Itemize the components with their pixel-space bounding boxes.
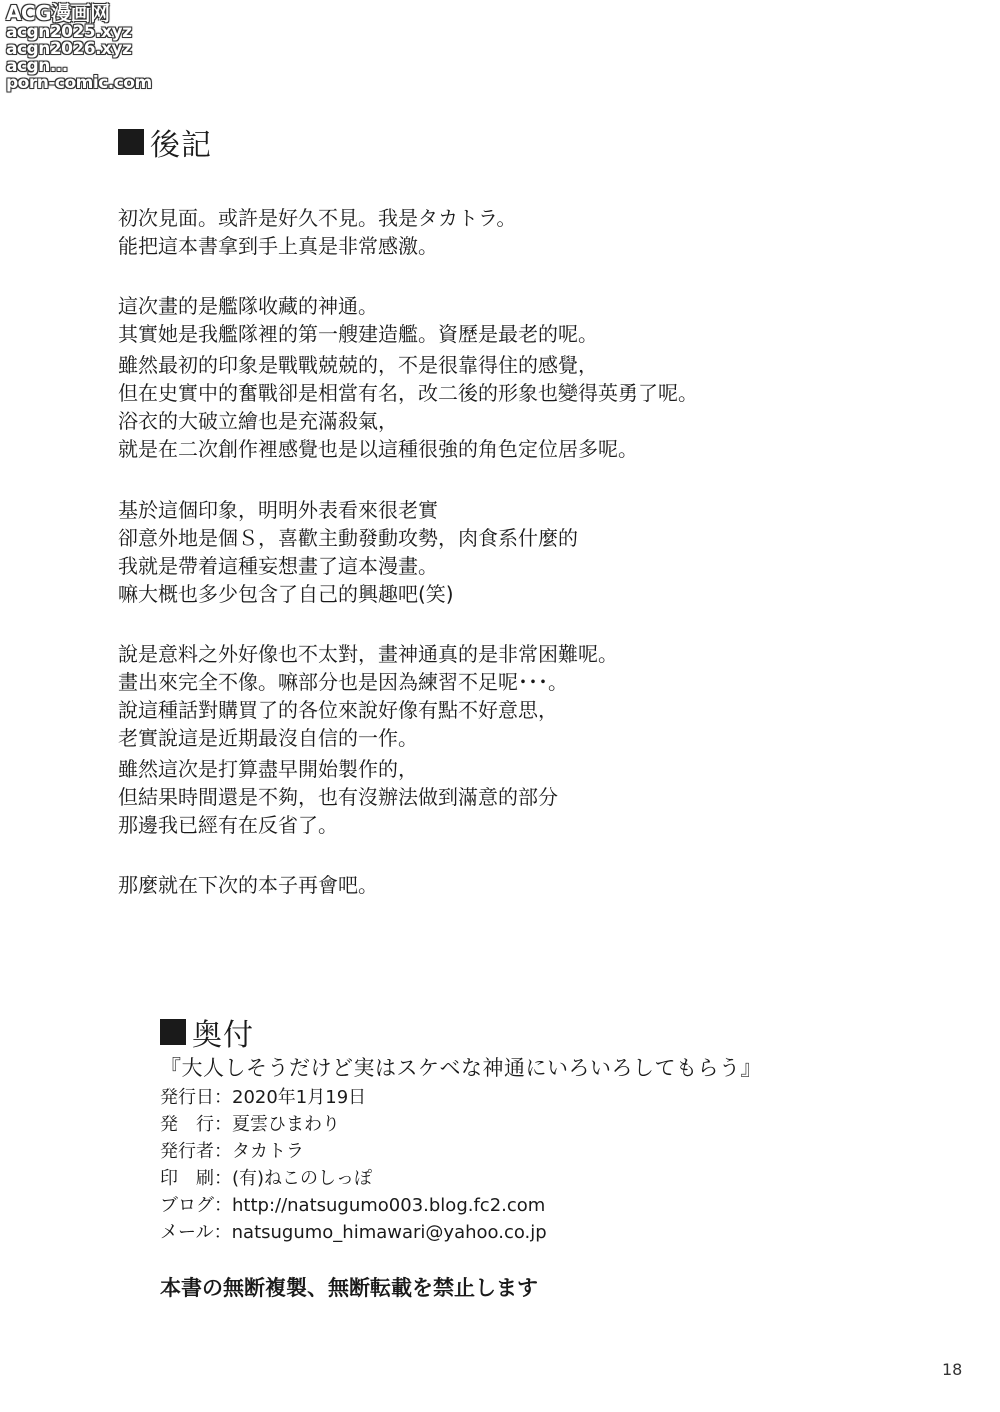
- info-value: タカトラ: [232, 1141, 304, 1162]
- text-line: 浴衣的大破立繪也是充滿殺氣，: [118, 409, 398, 433]
- watermark-line: porn-comic.com: [6, 73, 152, 93]
- paragraph: [118, 204, 938, 260]
- info-value: 夏雲ひまわり: [232, 1114, 340, 1135]
- info-row-email: [160, 1219, 762, 1246]
- text-line: 說是意料之外好像也不太對，畫神通真的是非常困難呢。: [118, 642, 618, 666]
- info-label: 発行者：: [160, 1141, 232, 1162]
- colophon-block: [160, 1052, 762, 1246]
- info-row-printer: [160, 1165, 762, 1192]
- square-bullet-icon: [160, 1019, 186, 1045]
- info-label: 印 刷：: [160, 1168, 232, 1189]
- text-line: 基於這個印象，明明外表看來很老實: [118, 498, 438, 522]
- watermark-line: acgn...: [6, 56, 68, 76]
- info-row-blog: [160, 1192, 762, 1219]
- info-row-publisher: [160, 1111, 762, 1138]
- text-line: 我就是帶着這種妄想畫了這本漫畫。: [118, 554, 438, 578]
- text-line: 那麼就在下次的本子再會吧。: [118, 873, 378, 897]
- colophon-heading: [160, 1010, 254, 1054]
- paragraph: [118, 292, 938, 348]
- watermark-line: acgn2025.xyz: [6, 22, 132, 42]
- info-row-date: [160, 1084, 762, 1111]
- watermark-line: acgn2026.xyz: [6, 39, 132, 59]
- info-label: メール：: [160, 1222, 232, 1243]
- paragraph: [118, 496, 938, 608]
- book-title: 『大人しそうだけど実はスケベな神通にいろいろしてもらう』: [160, 1056, 762, 1080]
- email-link[interactable]: natsugumo_himawari@yahoo.co.jp: [231, 1222, 547, 1243]
- info-value: 2020年1月19日: [232, 1087, 367, 1108]
- info-label: ブログ：: [160, 1195, 232, 1216]
- copyright-notice: 本書の無断複製、無断転載を禁止します: [160, 1276, 538, 1300]
- text-line: 其實她是我艦隊裡的第一艘建造艦。資歷是最老的呢。: [118, 322, 598, 346]
- text-line: 初次見面。或許是好久不見。我是タカトラ。: [118, 206, 517, 230]
- text-line: 但在史實中的奮戰卻是相當有名，改二後的形象也變得英勇了呢。: [118, 381, 698, 405]
- text-line: 就是在二次創作裡感覺也是以這種很強的角色定位居多呢。: [118, 437, 638, 461]
- text-line: 老實說這是近期最沒自信的一作。: [118, 726, 418, 750]
- colophon-heading-text: 奥付: [192, 1018, 254, 1053]
- text-line: 卻意外地是個Ｓ，喜歡主動發動攻勢，肉食系什麼的: [118, 526, 578, 550]
- paragraph: [118, 755, 938, 839]
- info-row-issuer: [160, 1138, 762, 1165]
- text-line: 說這種話對購買了的各位來說好像有點不好意思，: [118, 698, 558, 722]
- text-line: 那邊我已經有在反省了。: [118, 813, 338, 837]
- text-line: 但結果時間還是不夠，也有沒辦法做到滿意的部分: [118, 785, 558, 809]
- afterword-heading: [118, 120, 212, 164]
- info-label: 発 行：: [160, 1114, 232, 1135]
- text-line: 能把這本書拿到手上真是非常感激。: [118, 234, 438, 258]
- afterword-body: [118, 204, 938, 899]
- text-line: 雖然這次是打算盡早開始製作的，: [118, 757, 418, 781]
- paragraph: [118, 640, 938, 752]
- blog-link[interactable]: http://natsugumo003.blog.fc2.com: [232, 1195, 546, 1216]
- text-line: 嘛大概也多少包含了自己的興趣吧(笑): [118, 582, 454, 606]
- watermark-line: ACG漫画网: [6, 1, 110, 25]
- square-bullet-icon: [118, 129, 144, 155]
- info-value: (有)ねこのしっぽ: [232, 1168, 373, 1189]
- afterword-heading-text: 後記: [150, 128, 212, 163]
- site-watermark: [6, 2, 152, 92]
- paragraph: [118, 351, 938, 463]
- text-line: 畫出來完全不像。嘛部分也是因為練習不足呢･･･。: [118, 670, 568, 694]
- text-line: 這次畫的是艦隊收藏的神通。: [118, 294, 378, 318]
- info-label: 発行日：: [160, 1087, 232, 1108]
- page-number: 18: [942, 1360, 963, 1379]
- text-line: 雖然最初的印象是戰戰兢兢的，不是很靠得住的感覺，: [118, 353, 598, 377]
- paragraph: [118, 871, 938, 899]
